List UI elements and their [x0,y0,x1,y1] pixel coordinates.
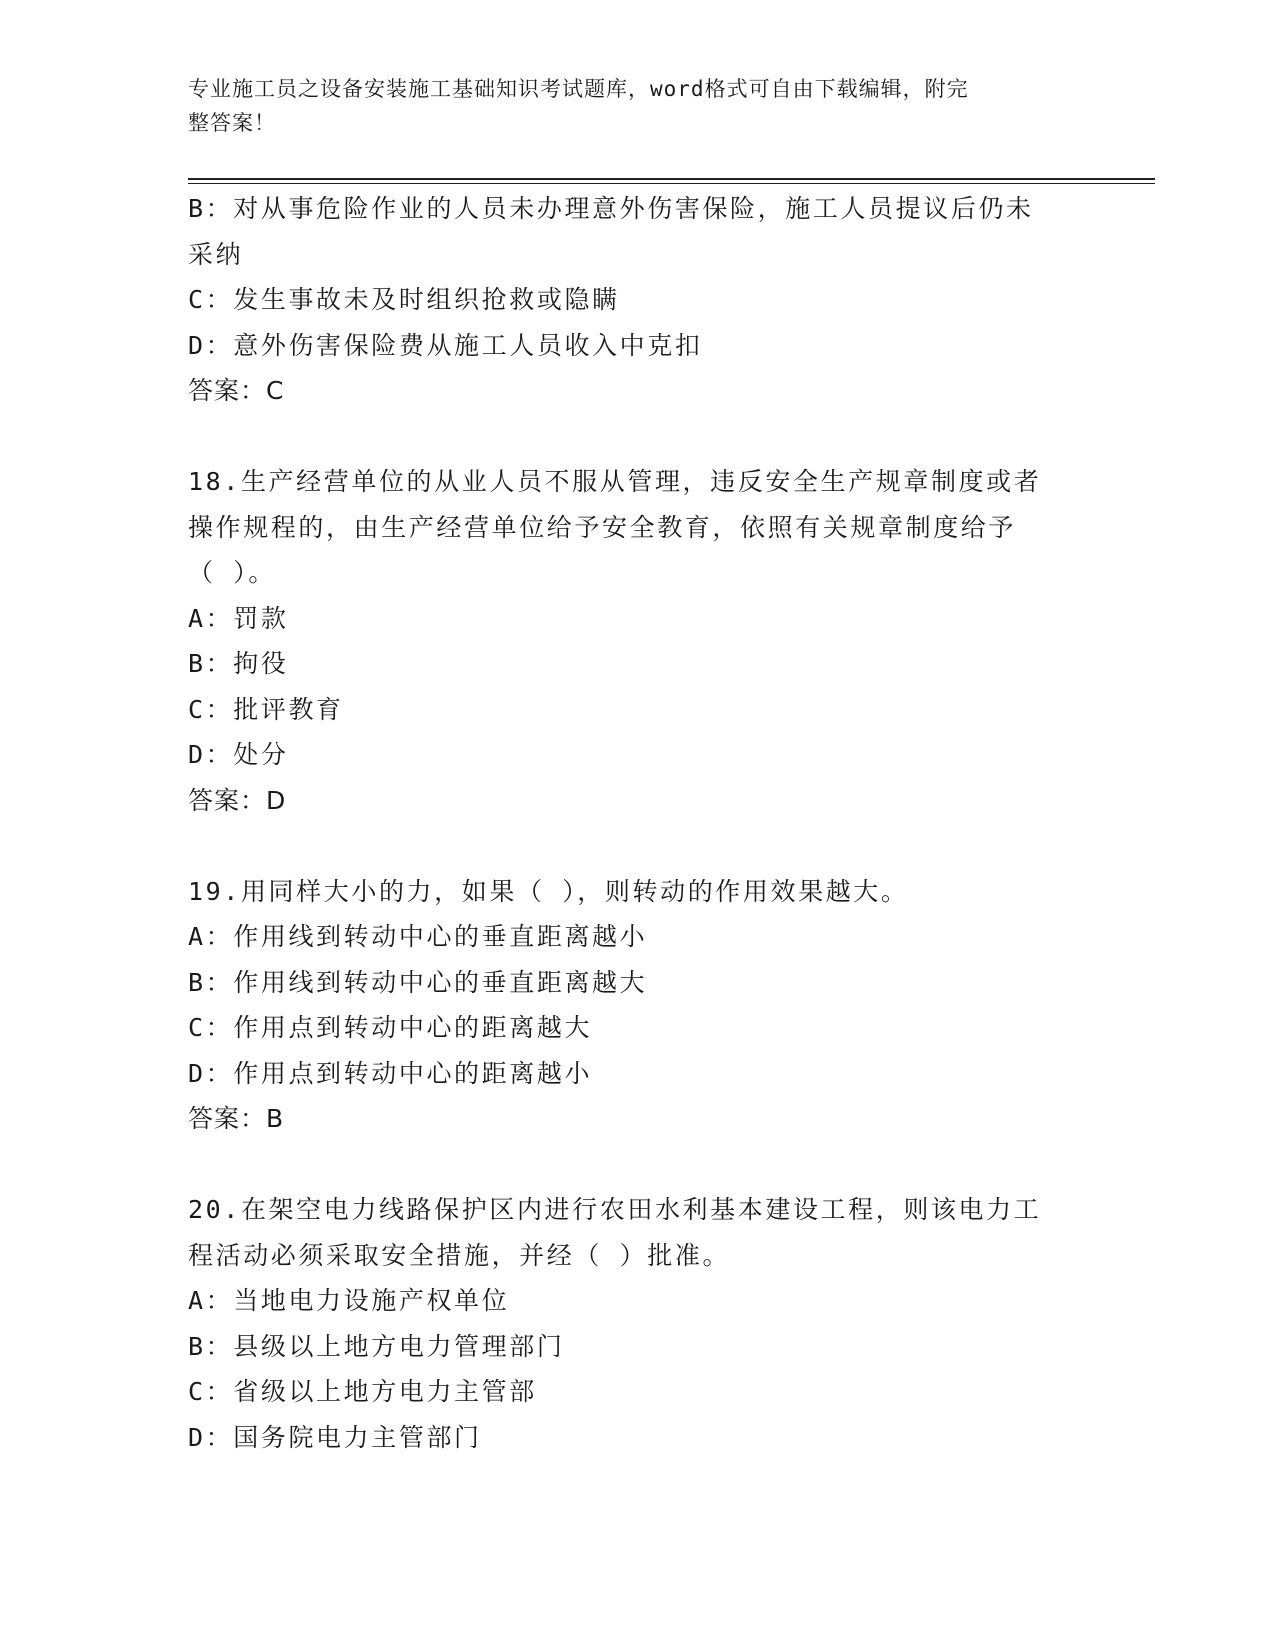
q19-option-a: A：作用线到转动中心的垂直距离越小 [188,922,648,951]
q19-stem-line-1: 19.用同样大小的力，如果（ ），则转动的作用效果越大。 [188,876,909,906]
q18-option-c: C：批评教育 [188,694,344,724]
question-18 [188,459,1088,823]
question-list [188,186,1088,1460]
q17-option-d: D：意外伤害保险费从施工人员收入中克扣 [188,330,703,360]
q17-option-c: C：发生事故未及时组织抢救或隐瞒 [188,285,620,314]
q18-stem-line-1: 18.生产经营单位的从业人员不服从管理，违反安全生产规章制度或者 [188,467,1042,496]
q18-option-a: A：罚款 [188,603,289,633]
spacer [188,1142,1088,1188]
header-line-2: 整答案！ [188,111,276,135]
q20-stem-line-2: 程活动必须采取安全措施，并经（ ）批准。 [188,1240,731,1270]
q20-option-c: C：省级以上地方电力主管部 [188,1377,537,1406]
q20-option-b: B：县级以上地方电力管理部门 [188,1331,565,1361]
q20-stem-line-1: 20.在架空电力线路保护区内进行农田水利基本建设工程，则该电力工 [188,1195,1042,1224]
q18-option-d: D：处分 [188,740,289,769]
question-17 [188,186,1088,414]
q20-option-d: D：国务院电力主管部门 [188,1422,482,1452]
q18-stem-line-3: （ ）。 [188,558,276,587]
q19-option-b: B：作用线到转动中心的垂直距离越大 [188,967,648,997]
q18-option-b: B：拘役 [188,649,289,678]
q19-option-c: C：作用点到转动中心的距离越大 [188,1013,593,1042]
q19-answer: 答案：B [188,1104,285,1133]
spacer [188,823,1088,869]
q18-stem-line-2: 操作规程的，由生产经营单位给予安全教育，依照有关规章制度给予 [188,512,1017,542]
header-divider-thin [188,183,1155,184]
header-divider-thick [188,178,1155,180]
question-19 [188,869,1088,1142]
document-header [188,72,1068,140]
q17-answer: 答案：C [188,376,285,405]
q19-option-d: D：作用点到转动中心的距离越小 [188,1058,593,1088]
q17-option-b-line-2: 采纳 [188,239,244,269]
spacer [188,414,1088,460]
q17-option-b-line-1: B：对从事危险作业的人员未办理意外伤害保险，施工人员提议后仍未 [188,194,1034,223]
header-line-1: 专业施工员之设备安装施工基础知识考试题库，word格式可自由下载编辑，附完 [188,77,969,101]
question-20 [188,1187,1088,1460]
q18-answer: 答案：D [188,785,287,815]
q20-option-a: A：当地电力设施产权单位 [188,1286,510,1315]
